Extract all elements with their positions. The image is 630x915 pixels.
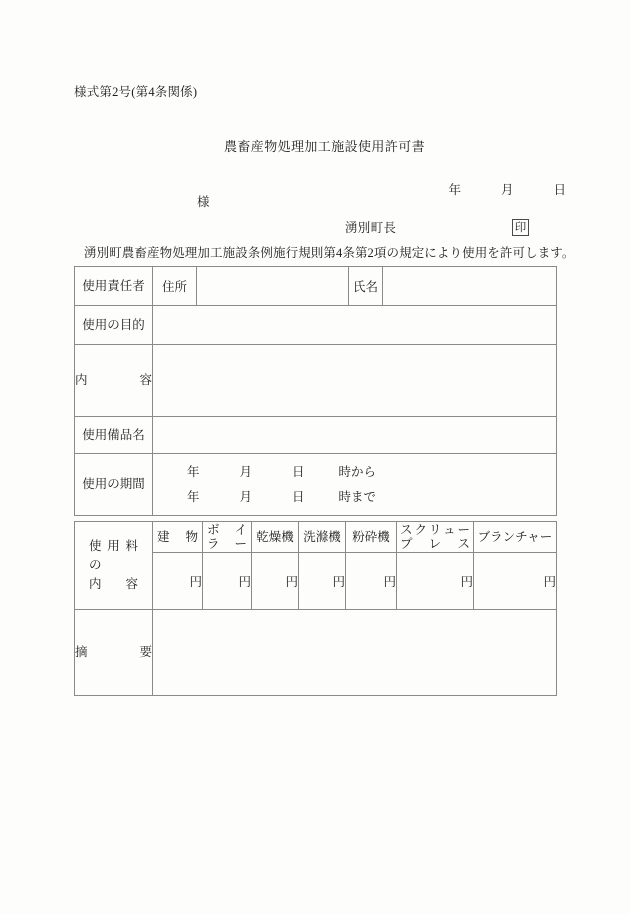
fee-header-text: 建物 <box>157 529 198 544</box>
period-to-hour: 時まで <box>338 489 377 504</box>
fee-amount-dryer[interactable]: 円 <box>252 553 299 610</box>
period-from-month: 月 <box>239 464 253 479</box>
period-from-hour: 時から <box>338 464 377 479</box>
row-label-content: 内容 <box>75 345 153 417</box>
document-title: 農畜産物処理加工施設使用許可書 <box>224 139 426 154</box>
sub-label-address: 住所 <box>153 267 197 306</box>
fee-amount-washer[interactable]: 円 <box>299 553 346 610</box>
row-label-fee-line1: 使用料の <box>89 539 138 573</box>
fee-amount-blancher[interactable]: 円 <box>474 553 557 610</box>
period-from-line <box>153 460 556 485</box>
fee-amount-boiler[interactable]: 円 <box>203 553 252 610</box>
issue-date-line <box>436 165 566 213</box>
row-label-fee-line2: 内容 <box>89 576 138 591</box>
sub-label-name: 氏名 <box>349 267 383 306</box>
fee-column-header-boiler <box>203 522 252 553</box>
table-row <box>75 267 557 306</box>
period-to-year: 年 <box>187 489 200 504</box>
period-to-line <box>153 485 556 510</box>
legal-statement: 湧別町農畜産物処理加工施設条例施行規則第4条第2項の規定により使用を許可します。 <box>84 246 575 260</box>
addressee-honorific: 様 <box>197 195 210 209</box>
field-equipment[interactable] <box>153 417 557 454</box>
fee-header-text: スクリュー <box>400 522 470 537</box>
fee-header-text: 乾燥機 <box>256 529 294 544</box>
fee-amount-crusher[interactable]: 円 <box>346 553 397 610</box>
fee-column-header-blancher <box>474 522 557 553</box>
fee-amount-building[interactable]: 円 <box>153 553 203 610</box>
fee-column-header-crusher <box>346 522 397 553</box>
period-to-day: 日 <box>292 489 305 504</box>
seal-stamp-box: 印 <box>512 219 529 236</box>
fee-column-header-screw-press <box>397 522 474 553</box>
table-row <box>75 454 557 516</box>
table-row <box>75 610 557 696</box>
fee-header-text: ブランチャー <box>477 529 553 544</box>
field-content[interactable] <box>153 345 557 417</box>
field-address[interactable] <box>197 267 349 306</box>
fee-header-row <box>75 522 557 553</box>
period-from-year: 年 <box>187 464 200 479</box>
row-label-fee <box>75 522 153 610</box>
fee-header-text: 洗滌機 <box>303 529 341 544</box>
issue-date-month: 月 <box>501 183 514 197</box>
fee-column-header-dryer <box>252 522 299 553</box>
issuer-name: 湧別町長 <box>345 221 397 235</box>
field-remarks[interactable] <box>153 610 557 696</box>
period-from-day: 日 <box>292 464 305 479</box>
row-label-equipment: 使用備品名 <box>75 417 153 454</box>
field-purpose[interactable] <box>153 306 557 345</box>
issue-date-day: 日 <box>553 183 567 197</box>
period-to-month: 月 <box>239 489 253 504</box>
fee-header-text: 粉砕機 <box>352 529 390 544</box>
field-name[interactable] <box>383 267 557 306</box>
fee-header-text: ボイ <box>207 522 247 537</box>
form-number: 様式第2号(第4条関係) <box>74 85 198 99</box>
fee-column-header-washer <box>299 522 346 553</box>
table-row <box>75 306 557 345</box>
fee-detail-table <box>74 521 557 696</box>
row-label-remarks: 摘要 <box>75 610 153 696</box>
fee-header-text: ラー <box>207 537 247 551</box>
permit-form-table <box>74 266 557 516</box>
table-row <box>75 417 557 454</box>
fee-header-text: プレス <box>400 537 470 551</box>
row-label-purpose: 使用の目的 <box>75 306 153 345</box>
row-label-period: 使用の期間 <box>75 454 153 516</box>
fee-amount-screw-press[interactable]: 円 <box>397 553 474 610</box>
field-period[interactable] <box>153 454 557 516</box>
issue-date-year: 年 <box>448 183 462 197</box>
row-label-manager: 使用責任者 <box>75 267 153 306</box>
fee-column-header-building <box>153 522 203 553</box>
table-row <box>75 345 557 417</box>
